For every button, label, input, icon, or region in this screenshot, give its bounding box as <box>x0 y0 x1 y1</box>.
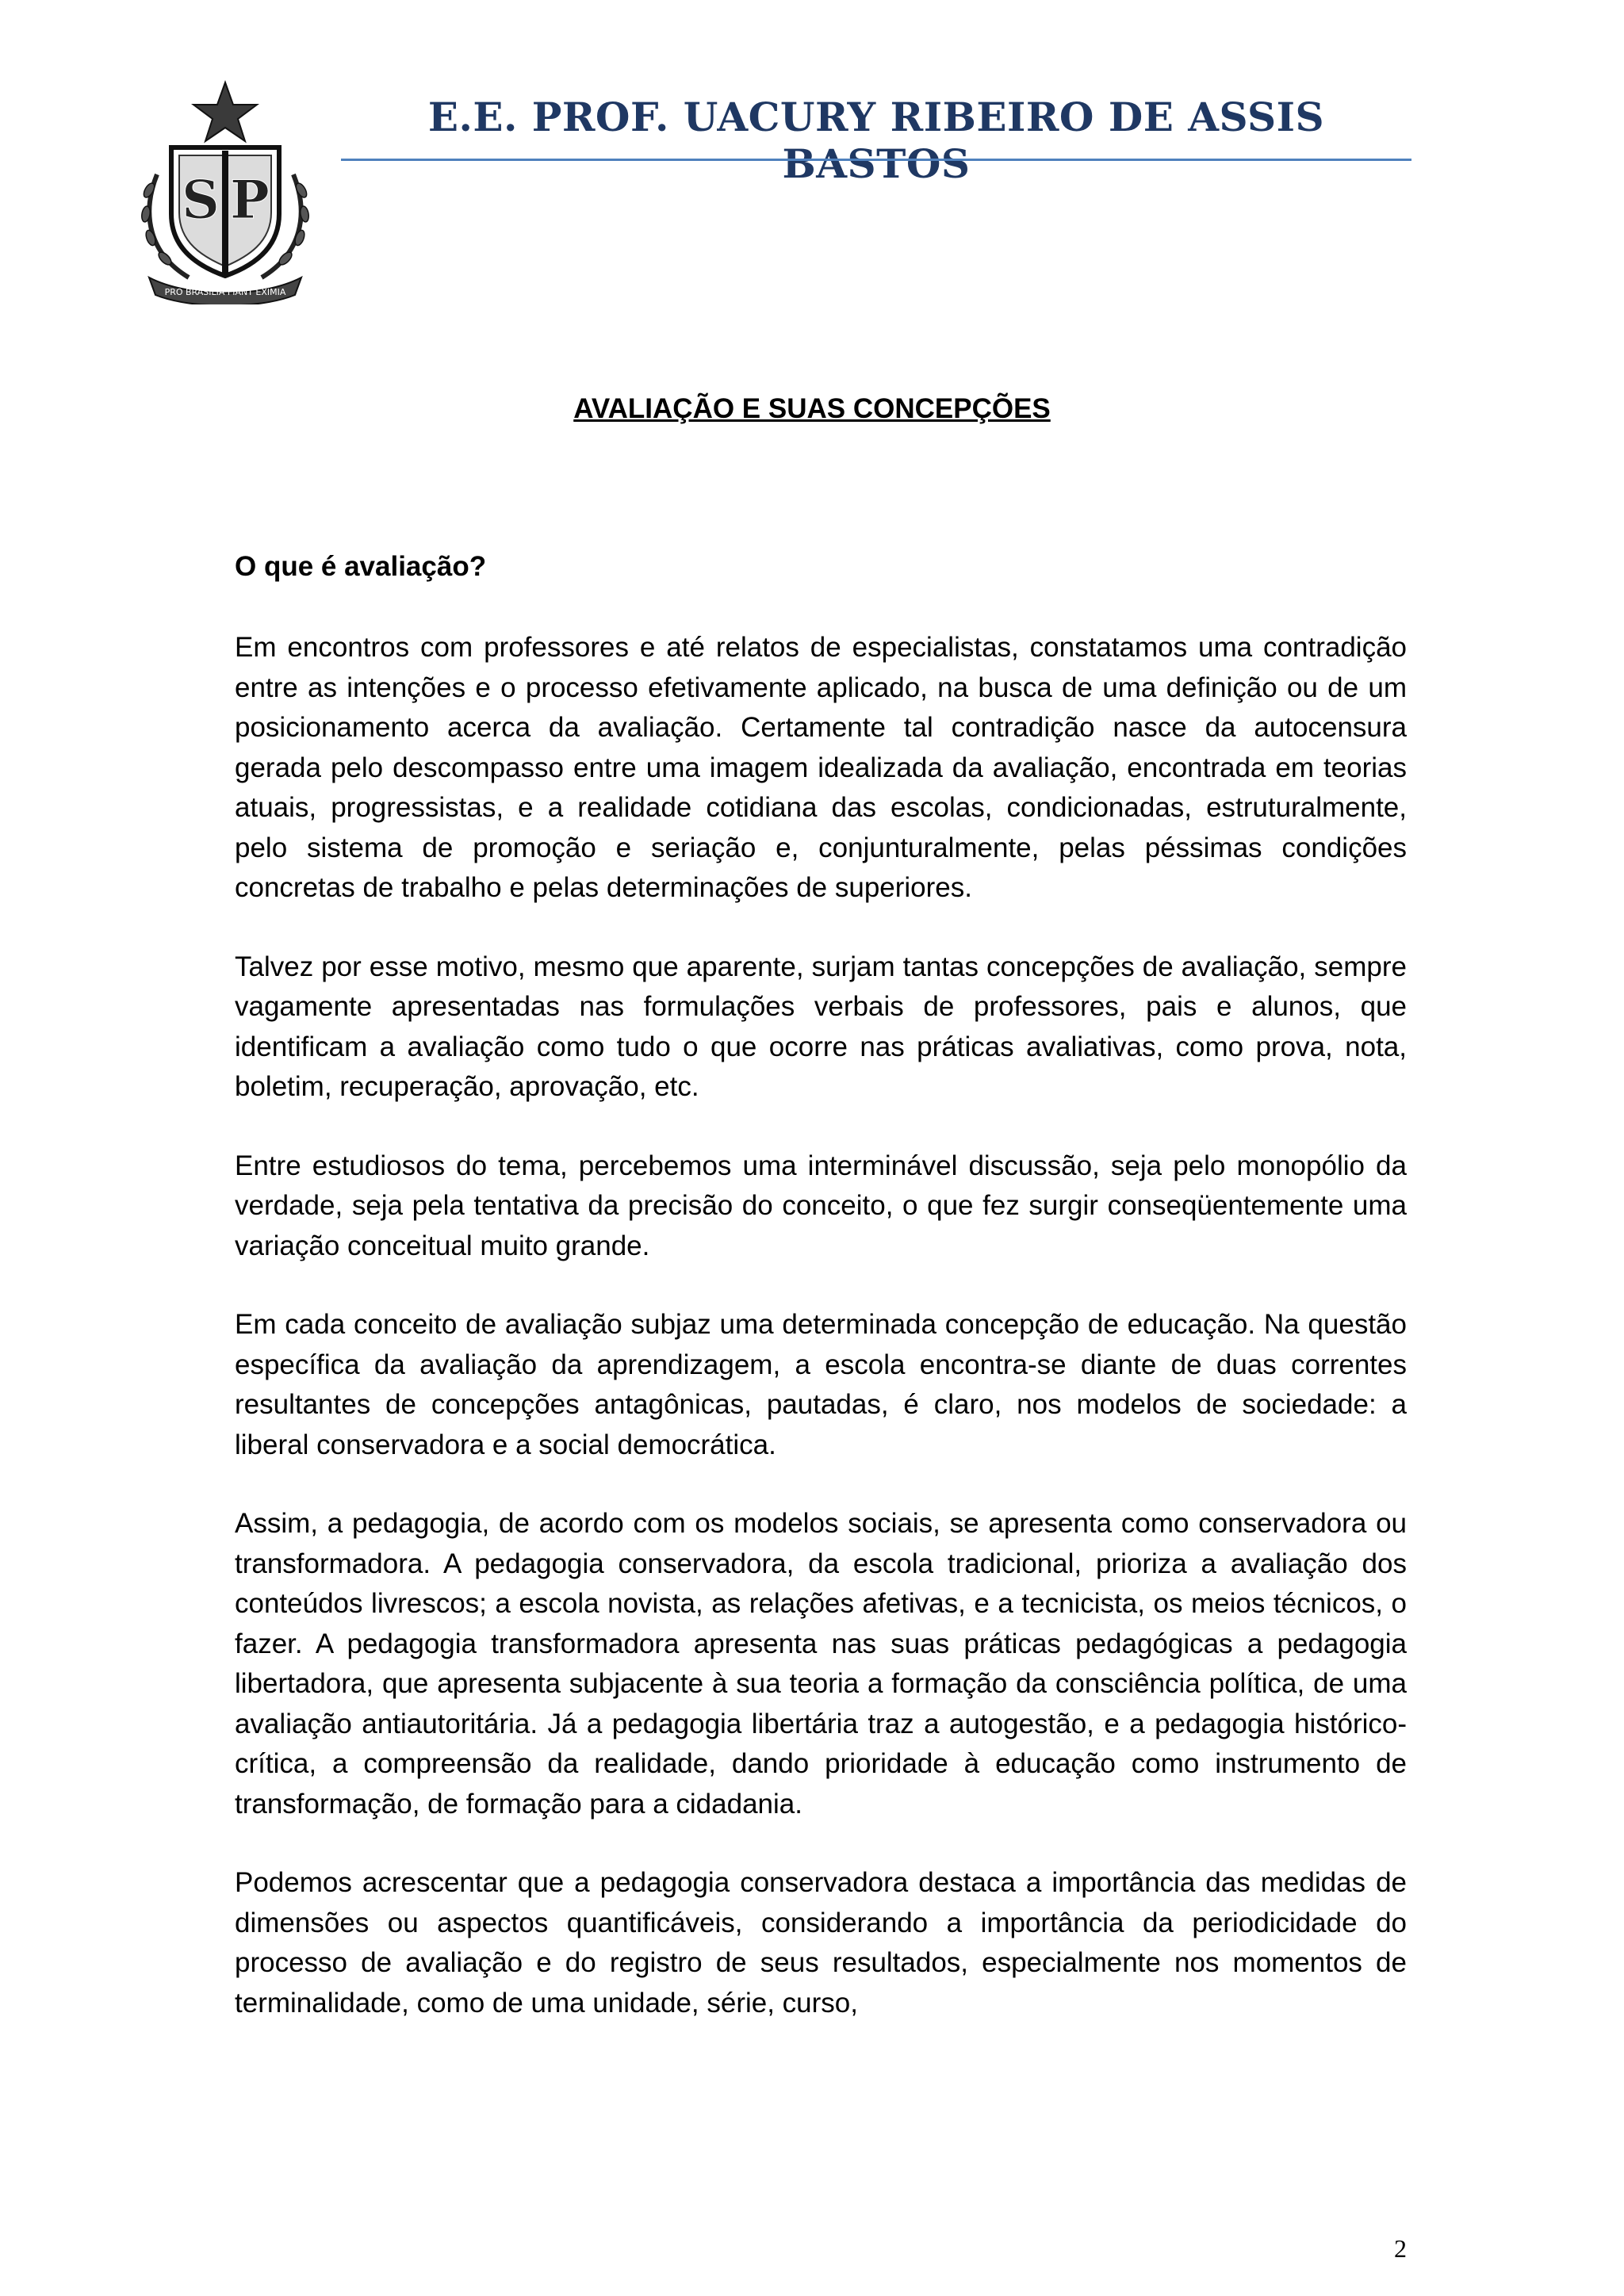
svg-text:PRO BRASILIA FIANT EXIMIA: PRO BRASILIA FIANT EXIMIA <box>164 287 286 297</box>
svg-text:S: S <box>182 169 220 231</box>
paragraph-5: Assim, a pedagogia, de acordo com os modelos sociais, se apresenta como conservadora ou transformadora. A pedagogia conservadora, da escola tradicional, prioriza a avaliação dos conteúdos livrescos; a escola novista, as relações afetivas, e a tecnicista, os meios técnicos, o fazer. A pedagogia transformadora apresenta nas suas práticas pedagógicas a pedagogia libertadora, que apresenta subjacente à sua teoria a formação da consciência política, de uma avaliação antiautoritária. Já a pedagogia libertária traz a autogestão, e a pedagogia histórico-crítica, a compreensão da realidade, dando prioridade à educação como instrumento de transformação, de formação para a cidadania. <box>235 1508 1407 1820</box>
paragraph-6: Podemos acrescentar que a pedagogia conservadora destaca a importância das medidas de dimensões ou aspectos quantificáveis, considerando a importância da periodicidade do processo de avaliação e do registro de seus resultados, especialmente nos momentos de terminalidade, como de uma unidade, série, curso, <box>235 1867 1407 2019</box>
section-heading: O que é avaliação? <box>235 551 487 582</box>
paragraph-1: Em encontros com professores e até relatos de especialistas, constatamos uma contradição entre as intenções e o processo efetivamente aplicado, na busca de uma definição ou de um posicionamento acerca da avaliação. Certamente tal contradição nasce da autocensura gerada pelo descompasso entre uma imagem idealizada da avaliação, encontrada em teorias atuais, progressistas, e a realidade cotidiana das escolas, condicionadas, estruturalmente, pelo sistema de promoção e seriação e, conjunturalmente, pelas péssimas condições concretas de trabalho e pelas determinações de superiores. <box>235 632 1407 903</box>
sao-paulo-coat-of-arms-icon <box>125 79 325 304</box>
paragraph-4: Em cada conceito de avaliação subjaz uma determinada concepção de educação. Na questão específica da avaliação da aprendizagem, a escola encontra-se diante de duas correntes resultantes de concepções antagônicas, pautadas, é claro, nos modelos de sociedade: a liberal conservadora e a social democrática. <box>235 1309 1407 1460</box>
paragraph-3: Entre estudiosos do tema, percebemos uma interminável discussão, seja pelo monopólio da verdade, seja pela tentativa da precisão do conceito, o que fez surgir conseqüentemente uma variação conceitual muito grande. <box>235 1150 1407 1261</box>
paragraph-2: Talvez por esse motivo, mesmo que aparente, surjam tantas concepções de avaliação, sempre vagamente apresentadas nas formulações verbais de professores, pais e alunos, que identificam a avaliação como tudo o que ocorre nas práticas avaliativas, como prova, nota, boletim, recuperação, aprovação, etc. <box>235 951 1407 1102</box>
document-title: AVALIAÇÃO E SUAS CONCEPÇÕES <box>573 393 1051 424</box>
page-number: 2 <box>1394 2234 1407 2263</box>
svg-text:P: P <box>230 169 270 231</box>
school-name: E.E. PROF. UACURY RIBEIRO DE ASSIS BASTOS <box>427 94 1325 187</box>
body-text <box>235 547 1407 2062</box>
header-rule <box>341 159 1411 161</box>
